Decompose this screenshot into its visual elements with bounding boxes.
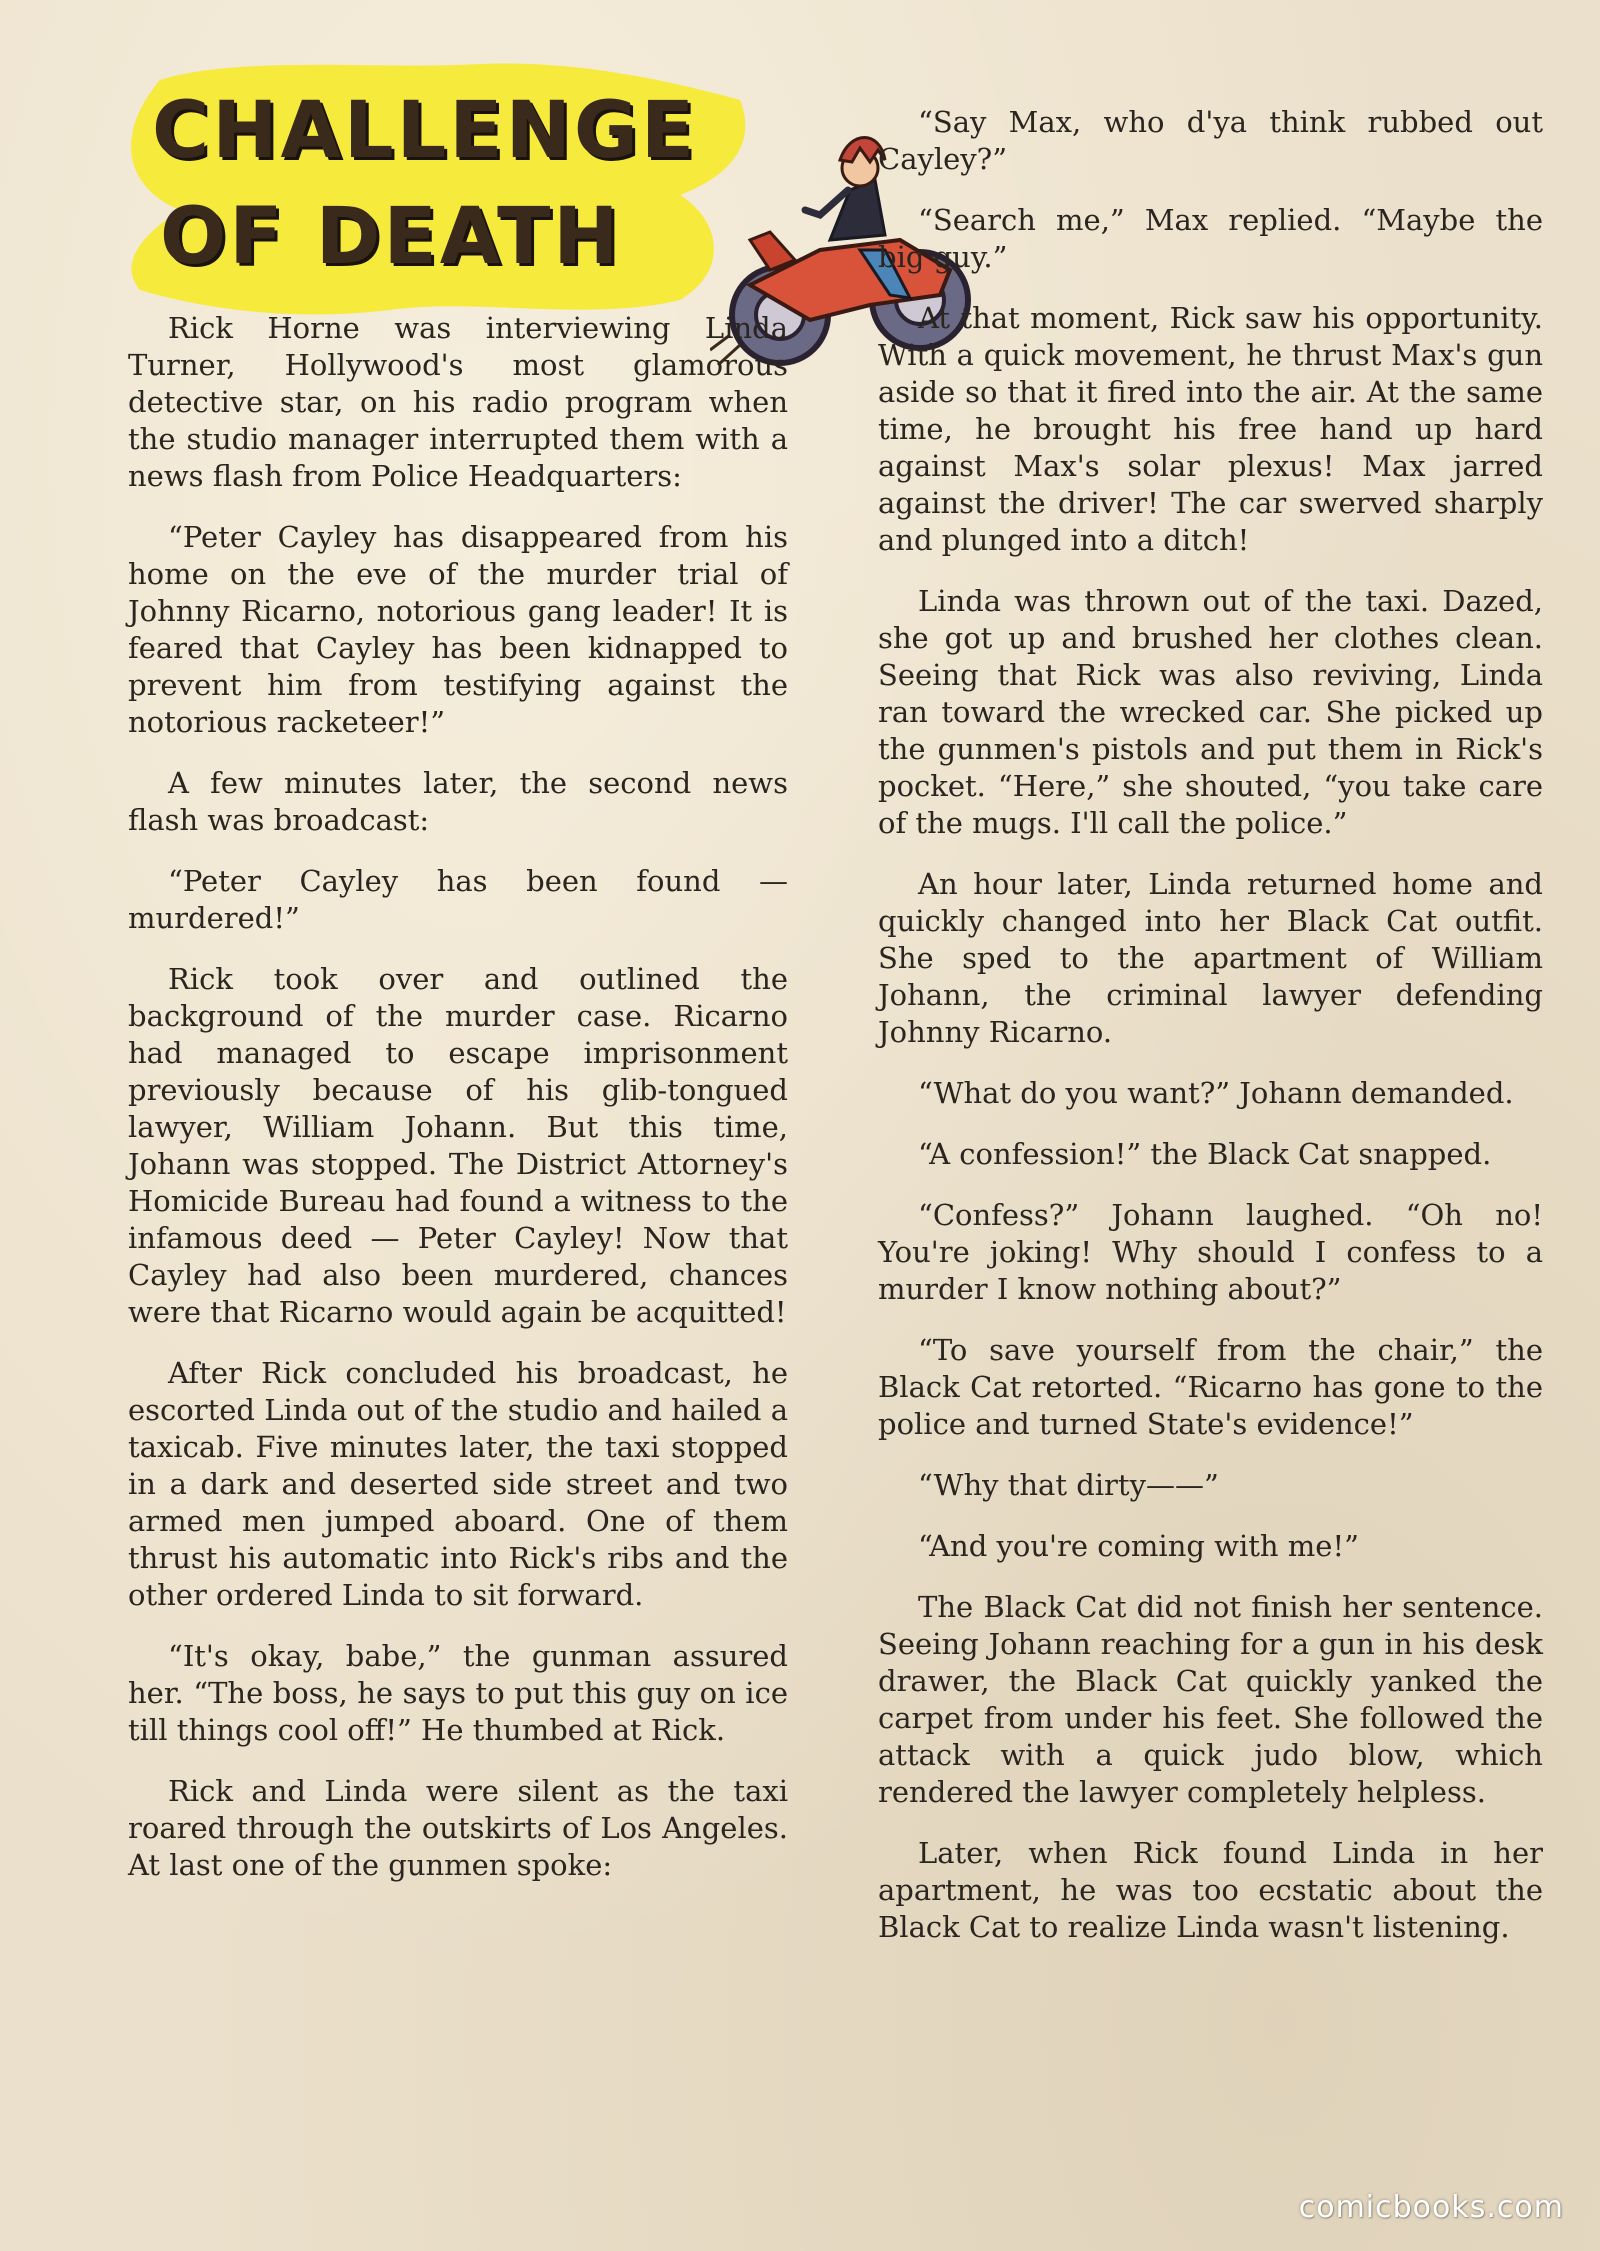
paragraph: A few minutes later, the second news flash was broadcast: (128, 766, 788, 837)
paragraph: “What do you want?” Johann demanded. (918, 1076, 1514, 1110)
paragraph: The Black Cat did not finish her sentence. Seeing Johann reaching for a gun in his desk drawer, the Black Cat quickly yanked the carpet from under his feet. She followed the attack with a quick judo blow, which rendered the lawyer completely helpless. (878, 1590, 1543, 1809)
watermark-text: comicbooks.com (1298, 2190, 1564, 2225)
paragraph: “Peter Cayley has been found — murdered!” (128, 864, 788, 935)
paragraph: After Rick concluded his broadcast, he escorted Linda out of the studio and hailed a taxicab. Five minutes later, the taxi stopped in a dark and deserted side street and two armed men jumped aboard. One of them thrust his automatic into Rick's ribs and the other ordered Linda to sit forward. (128, 1356, 788, 1612)
paragraph: “It's okay, babe,” the gunman assured her. “The boss, he says to put this guy on ice till things cool off!” He thumbed at Rick. (128, 1639, 788, 1747)
paragraph: “And you're coming with me!” (918, 1529, 1359, 1563)
story-title-block (120, 60, 900, 320)
paragraph: Rick Horne was interviewing Linda Turner, Hollywood's most glamorous detective star, on his radio program when the studio manager interrupted them with a news flash from Police Headquarters: (128, 311, 788, 493)
paragraph: “Confess?” Johann laughed. “Oh no! You're joking! Why should I confess to a murder I know nothing about?” (878, 1198, 1543, 1306)
right-text-column (878, 104, 1543, 1970)
left-text-column (128, 310, 788, 1908)
paragraph: An hour later, Linda returned home and quickly changed into her Black Cat outfit. She sped to the apartment of William Johann, the criminal lawyer defending Johnny Ricarno. (878, 867, 1543, 1049)
paragraph: At that moment, Rick saw his opportunity. With a quick movement, he thrust Max's gun aside so that it fired into the air. At the same time, he brought his free hand up hard against Max's solar plexus! Max jarred against the driver! The car swerved sharply and plunged into a ditch! (878, 301, 1543, 557)
paragraph: “A confession!” the Black Cat snapped. (918, 1137, 1492, 1171)
paragraph: “To save yourself from the chair,” the Black Cat retorted. “Ricarno has gone to the police and turned State's evidence!” (878, 1333, 1543, 1441)
paragraph: “Peter Cayley has disappeared from his home on the eve of the murder trial of Johnny Ricarno, notorious gang leader! It is feared that Cayley has been kidnapped to prevent him from testifying against the notorious racketeer!” (128, 520, 788, 739)
paragraph: “Search me,” Max replied. “Maybe the big guy.” (878, 203, 1543, 274)
title-line-1: CHALLENGE (152, 86, 698, 176)
paragraph: “Say Max, who d'ya think rubbed out Cayley?” (878, 105, 1543, 176)
paragraph: Later, when Rick found Linda in her apartment, he was too ecstatic about the Black Cat to realize Linda wasn't listening. (878, 1836, 1543, 1944)
paragraph: Rick took over and outlined the background of the murder case. Ricarno had managed to escape imprisonment previously because of his glib-tongued lawyer, William Johann. But this time, Johann was stopped. The District Attorney's Homicide Bureau had found a witness to the infamous deed — Peter Cayley! Now that Cayley had also been murdered, chances were that Ricarno would again be acquitted! (128, 962, 788, 1329)
paragraph: Linda was thrown out of the taxi. Dazed, she got up and brushed her clothes clean. Seeing that Rick was also reviving, Linda ran toward the wrecked car. She picked up the gunmen's pistols and put them in Rick's pocket. “Here,” she shouted, “you take care of the mugs. I'll call the police.” (878, 584, 1543, 840)
title-line-2: OF DEATH (160, 192, 622, 282)
paragraph: “Why that dirty——” (918, 1468, 1219, 1502)
paragraph: Rick and Linda were silent as the taxi roared through the outskirts of Los Angeles. At last one of the gunmen spoke: (128, 1774, 788, 1882)
